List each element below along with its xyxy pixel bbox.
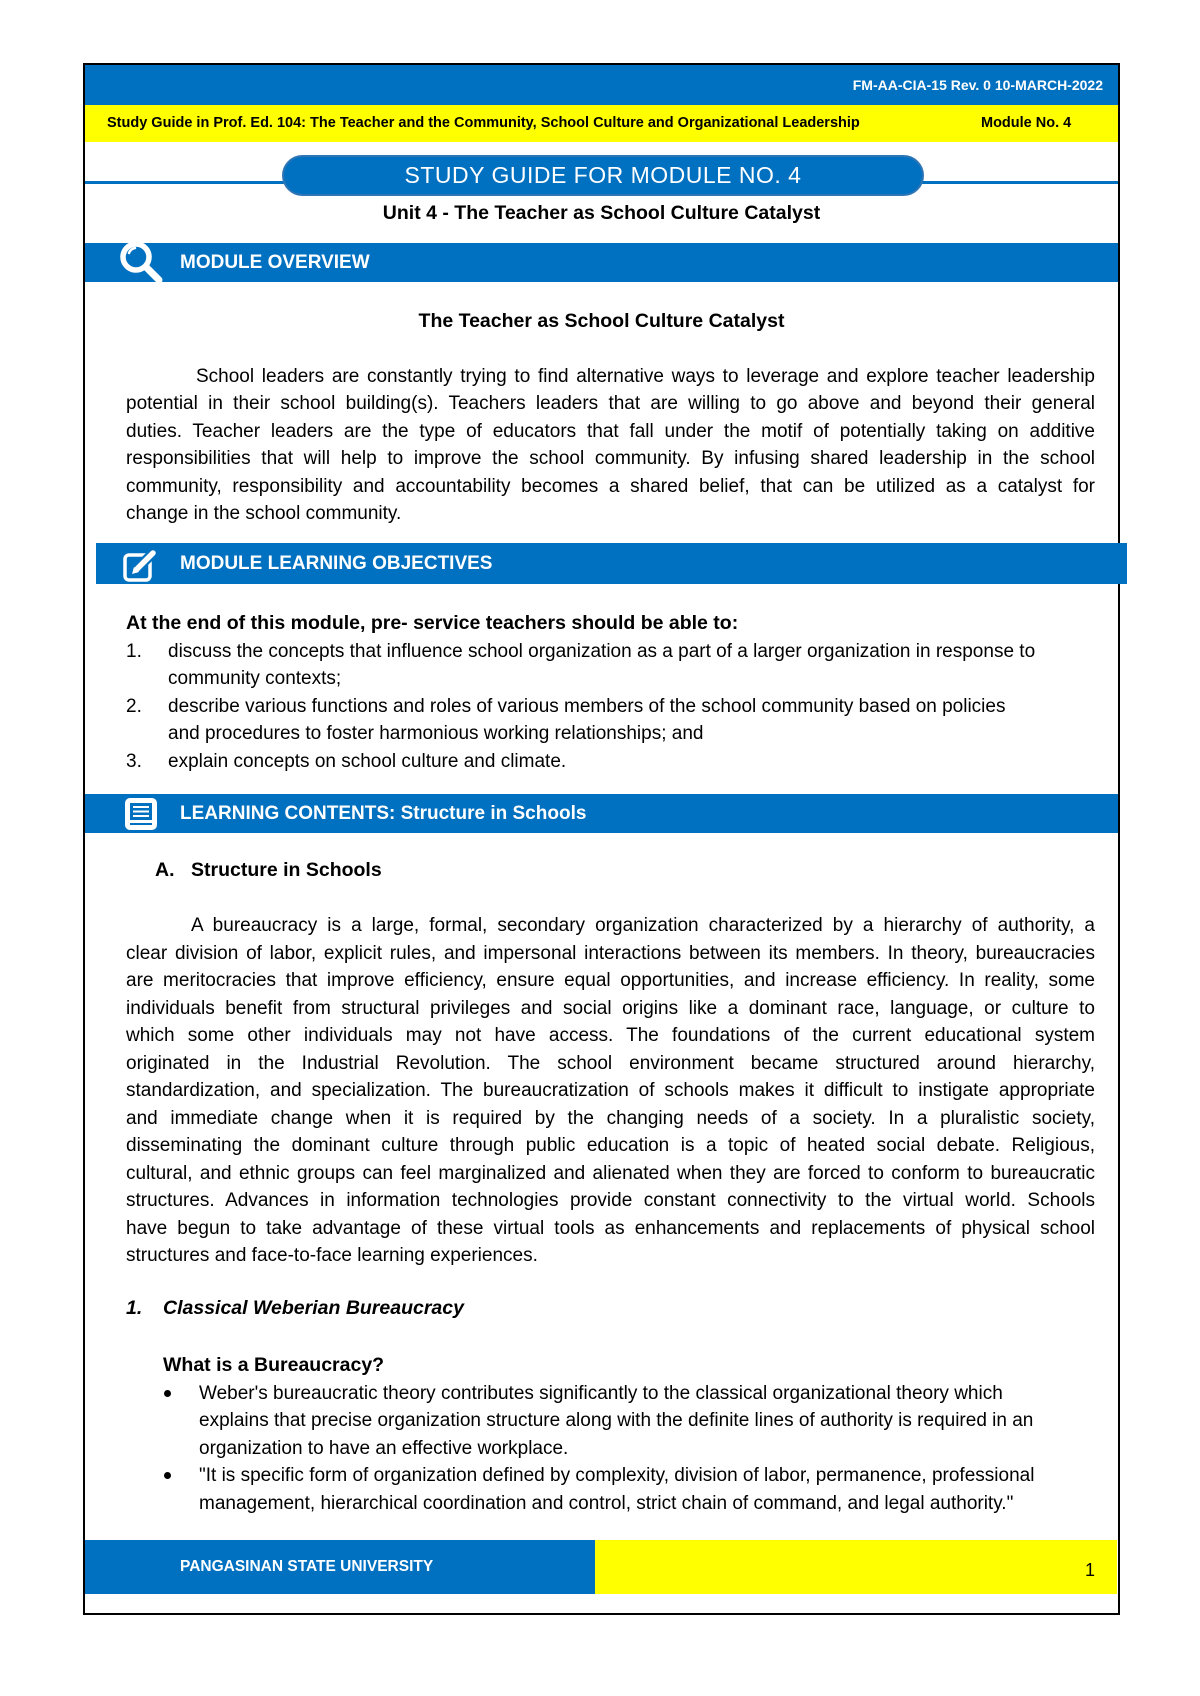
page-number: 1 bbox=[1084, 1560, 1095, 1580]
section-title: Structure in Schools bbox=[191, 859, 382, 881]
title-banner bbox=[282, 155, 924, 196]
contents-heading: LEARNING CONTENTS: Structure in Schools bbox=[180, 803, 587, 824]
overview-paragraph bbox=[126, 363, 1095, 527]
section-marker: A. bbox=[155, 859, 175, 881]
subsection-title: Classical Weberian Bureaucracy bbox=[163, 1297, 464, 1319]
objective-line: explain concepts on school culture and climate. bbox=[168, 750, 567, 772]
list-marker: 3. bbox=[126, 750, 142, 772]
paragraph-line: disseminating the dominant culture through public education is a topic of heated social debate. Religious, bbox=[126, 1135, 1095, 1156]
bullet-line: management, hierarchical coordination and control, strict chain of command, and legal authority." bbox=[199, 1492, 1014, 1514]
paragraph-line: change in the school community. bbox=[126, 502, 402, 524]
bullet-line: explains that precise organization structure along with the definite lines of authority is required in an bbox=[199, 1410, 1034, 1431]
paragraph-line: clear division of labor, explicit rules, and impersonal interactions between its members. In theory, bureaucracies bbox=[126, 942, 1095, 964]
unit-title: Unit 4 - The Teacher as School Culture Catalyst bbox=[382, 202, 821, 224]
contents-bar bbox=[85, 794, 1118, 833]
paragraph-line: and immediate change when it is required by the changing needs of a society. In a pluralistic society, bbox=[126, 1107, 1095, 1129]
paragraph-line: duties. Teacher leaders are the type of educators that fall under the motif of potentially taking on additive bbox=[126, 420, 1095, 442]
contents-paragraph bbox=[126, 912, 1095, 1270]
footer-page-bar bbox=[595, 1540, 1117, 1594]
objectives-heading: MODULE LEARNING OBJECTIVES bbox=[180, 553, 493, 574]
section-heading bbox=[155, 857, 382, 885]
course-title: Study Guide in Prof. Ed. 104: The Teacher and the Community, School Culture and Organizational Leadership bbox=[107, 115, 860, 131]
overview-heading: MODULE OVERVIEW bbox=[180, 252, 370, 273]
module-number: Module No. 4 bbox=[981, 115, 1072, 131]
bullet-item bbox=[163, 1380, 1095, 1463]
objective-item bbox=[126, 638, 1095, 693]
objective-line: and procedures to foster harmonious working relationships; and bbox=[168, 723, 704, 744]
paragraph-line: structures. Advances in information technologies provide constant connectivity to the virtual world. Schools bbox=[126, 1190, 1095, 1211]
course-title-bar bbox=[85, 105, 1118, 142]
objectives-intro: At the end of this module, pre- service teachers should be able to: bbox=[126, 612, 739, 634]
paragraph-line: School leaders are constantly trying to find alternative ways to leverage and explore teacher leadership bbox=[196, 366, 1095, 387]
objective-item bbox=[126, 693, 1095, 748]
objective-item bbox=[126, 748, 1095, 776]
objective-line: describe various functions and roles of various members of the school community based on policies bbox=[168, 695, 1006, 717]
paragraph-line: potential in their school building(s). Teachers leaders that are willing to go above and beyond their general bbox=[126, 393, 1095, 415]
form-code: FM-AA-CIA-15 Rev. 0 10-MARCH-2022 bbox=[852, 77, 1103, 93]
objectives-bar bbox=[96, 543, 1127, 584]
bullet-list bbox=[163, 1352, 1095, 1517]
paragraph-line: structures and face-to-face learning experiences. bbox=[126, 1245, 538, 1266]
magnifier-icon bbox=[117, 238, 165, 286]
bullet-item bbox=[163, 1462, 1095, 1517]
paragraph-line: have begun to take advantage of these virtual tools as enhancements and replacements of physical school bbox=[126, 1217, 1095, 1239]
paragraph-line: are meritocracies that improve efficiency, ensure equal opportunities, and increase efficiency. In reality, some bbox=[126, 970, 1095, 991]
list-marker: 1. bbox=[126, 640, 142, 662]
paragraph-line: standardization, and specialization. The bureaucratization of schools makes it difficult to instigate appropriate bbox=[126, 1080, 1095, 1101]
paragraph-line: responsibilities that will help to improve the school community. By infusing shared leadership in the school bbox=[126, 448, 1095, 470]
objectives-list bbox=[126, 610, 1095, 775]
edit-icon bbox=[121, 546, 161, 586]
university-name: PANGASINAN STATE UNIVERSITY bbox=[180, 1558, 434, 1575]
question-heading: What is a Bureaucracy? bbox=[163, 1354, 385, 1376]
paragraph-line: individuals benefit from structural privileges and social origins like a dominant race, language, or culture to bbox=[126, 997, 1095, 1019]
paragraph-line: community, responsibility and accountability becomes a shared belief, that can be utilized as a catalyst for bbox=[126, 475, 1095, 497]
bullet-line: organization to have an effective workplace. bbox=[199, 1437, 569, 1459]
subsection-heading bbox=[126, 1295, 464, 1323]
objective-line: community contexts; bbox=[168, 668, 342, 689]
banner-title: STUDY GUIDE FOR MODULE NO. 4 bbox=[404, 162, 802, 188]
overview-subtitle: The Teacher as School Culture Catalyst bbox=[418, 310, 785, 332]
document-icon bbox=[122, 795, 160, 833]
bullet-dot bbox=[164, 1472, 171, 1479]
form-code-bar bbox=[85, 65, 1118, 105]
paragraph-line: A bureaucracy is a large, formal, secondary organization characterized by a hierarchy of authority, a bbox=[191, 915, 1095, 936]
paragraph-line: cultural, and ethnic groups can feel marginalized and alienated when they are forced to conform to bureaucratic bbox=[126, 1162, 1095, 1184]
overview-bar bbox=[85, 243, 1118, 282]
subsection-marker: 1. bbox=[126, 1297, 143, 1319]
objective-line: discuss the concepts that influence school organization as a part of a larger organization in response to bbox=[168, 640, 1036, 662]
bullet-line: Weber's bureaucratic theory contributes significantly to the classical organizational theory which bbox=[199, 1382, 1003, 1404]
bullet-line: "It is specific form of organization defined by complexity, division of labor, permanence, professional bbox=[199, 1465, 1035, 1486]
footer-university-bar bbox=[85, 1540, 595, 1594]
list-marker: 2. bbox=[126, 695, 142, 717]
paragraph-line: originated in the Industrial Revolution. The school environment became structured around hierarchy, bbox=[126, 1052, 1095, 1074]
bullet-dot bbox=[164, 1390, 171, 1397]
paragraph-line: which some other individuals may not have access. The foundations of the current educational system bbox=[126, 1025, 1095, 1046]
